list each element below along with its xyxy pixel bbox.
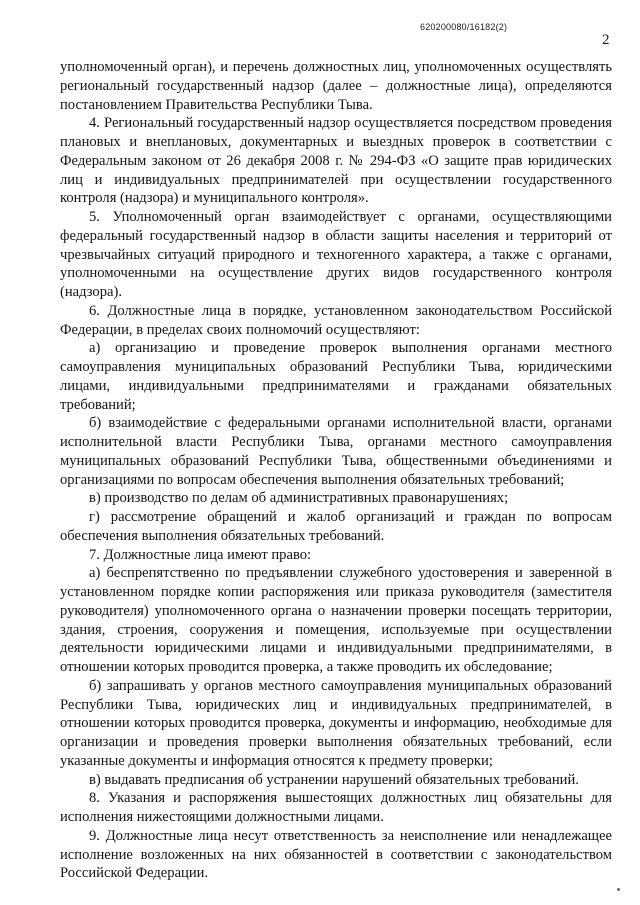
paragraph-6a: а) организацию и проведение проверок выполнения органами местного самоуправления муниципальных образований Республики Тыва, юридическими лицами, индивидуальными предпринимателями и гражданами обязательных требований;	[60, 340, 612, 413]
paragraph-continuation: уполномоченный орган), и перечень должностных лиц, уполномоченных осуществлять региональный государственный надзор (далее – должностные лица), определяются постановлением Правительства Республики Тыва.	[60, 59, 612, 113]
document-code: 620200080/16182(2)	[420, 22, 508, 32]
paragraph-7: 7. Должностные лица имеют право:	[89, 546, 312, 563]
paragraph-6b: б) взаимодействие с федеральными органами исполнительной власти, органами исполнительной власти Республики Тыва, органами местного самоуправления муниципальных образований Республики Тыва, общественными объединениями и организациями по вопросам обеспечения выполнения обязательных требований;	[60, 415, 612, 488]
document-body	[60, 58, 612, 883]
paragraph-7v: в) выдавать предписания об устранении нарушений обязательных требований.	[89, 771, 579, 788]
paragraph-6: 6. Должностные лица в порядке, установленном законодательством Российской Федерации, в пределах своих полномочий осуществляют:	[60, 302, 612, 338]
scan-dot	[617, 888, 620, 891]
paragraph-9: 9. Должностные лица несут ответственность за неисполнение или ненадлежащее исполнение возложенных на них обязанностей в соответствии с законодательством Российской Федерации.	[60, 827, 612, 882]
paragraph-7a: а) беспрепятственно по предъявлении служебного удостоверения и заверенной в установленном порядке копии распоряжения или приказа руководителя (заместителя руководителя) уполномоченного органа о назначении проверки посещать территории, здания, строения, сооружения и помещения, используемые при осуществлении деятельности юридическими лицами и индивидуальными предпринимателями, в отношении которых проводится проверка, а также проводить их обследование;	[60, 565, 612, 675]
paragraph-6v: в) производство по делам об административных правонарушениях;	[89, 490, 509, 507]
paragraph-8: 8. Указания и распоряжения вышестоящих должностных лиц обязательны для исполнения нижестоящими должностными лицами.	[60, 790, 612, 825]
paragraph-4: 4. Региональный государственный надзор осуществляется посредством проведения плановых и внеплановых, документарных и выездных проверок в соответствии с Федеральным законом от 26 декабря 2008 г. № 294-ФЗ «О защите прав юридических лиц и индивидуальных предпринимателей при осуществлении государственного контроля (надзора) и муниципального контроля».	[60, 115, 612, 207]
paragraph-6g: г) рассмотрение обращений и жалоб организаций и граждан по вопросам обеспечения выполнения обязательных требований.	[60, 509, 612, 544]
paragraph-5: 5. Уполномоченный орган взаимодействует с органами, осуществляющими федеральный государственный надзор в области защиты населения и территорий от чрезвычайных ситуаций природного и техногенного характера, а также с органами, уполномоченными на осуществление других видов государственного контроля (надзора).	[60, 209, 612, 300]
page-number: 2	[602, 32, 610, 48]
paragraph-7b: б) запрашивать у органов местного самоуправления муниципальных образований Республики Тыва, юридических лиц и индивидуальных предпринимателей, в отношении которых проводится проверка, документы и информацию, необходимые для организации и проведения проверки выполнения обязательных требований, если указанные документы и информация относятся к предмету проверки;	[60, 677, 612, 769]
